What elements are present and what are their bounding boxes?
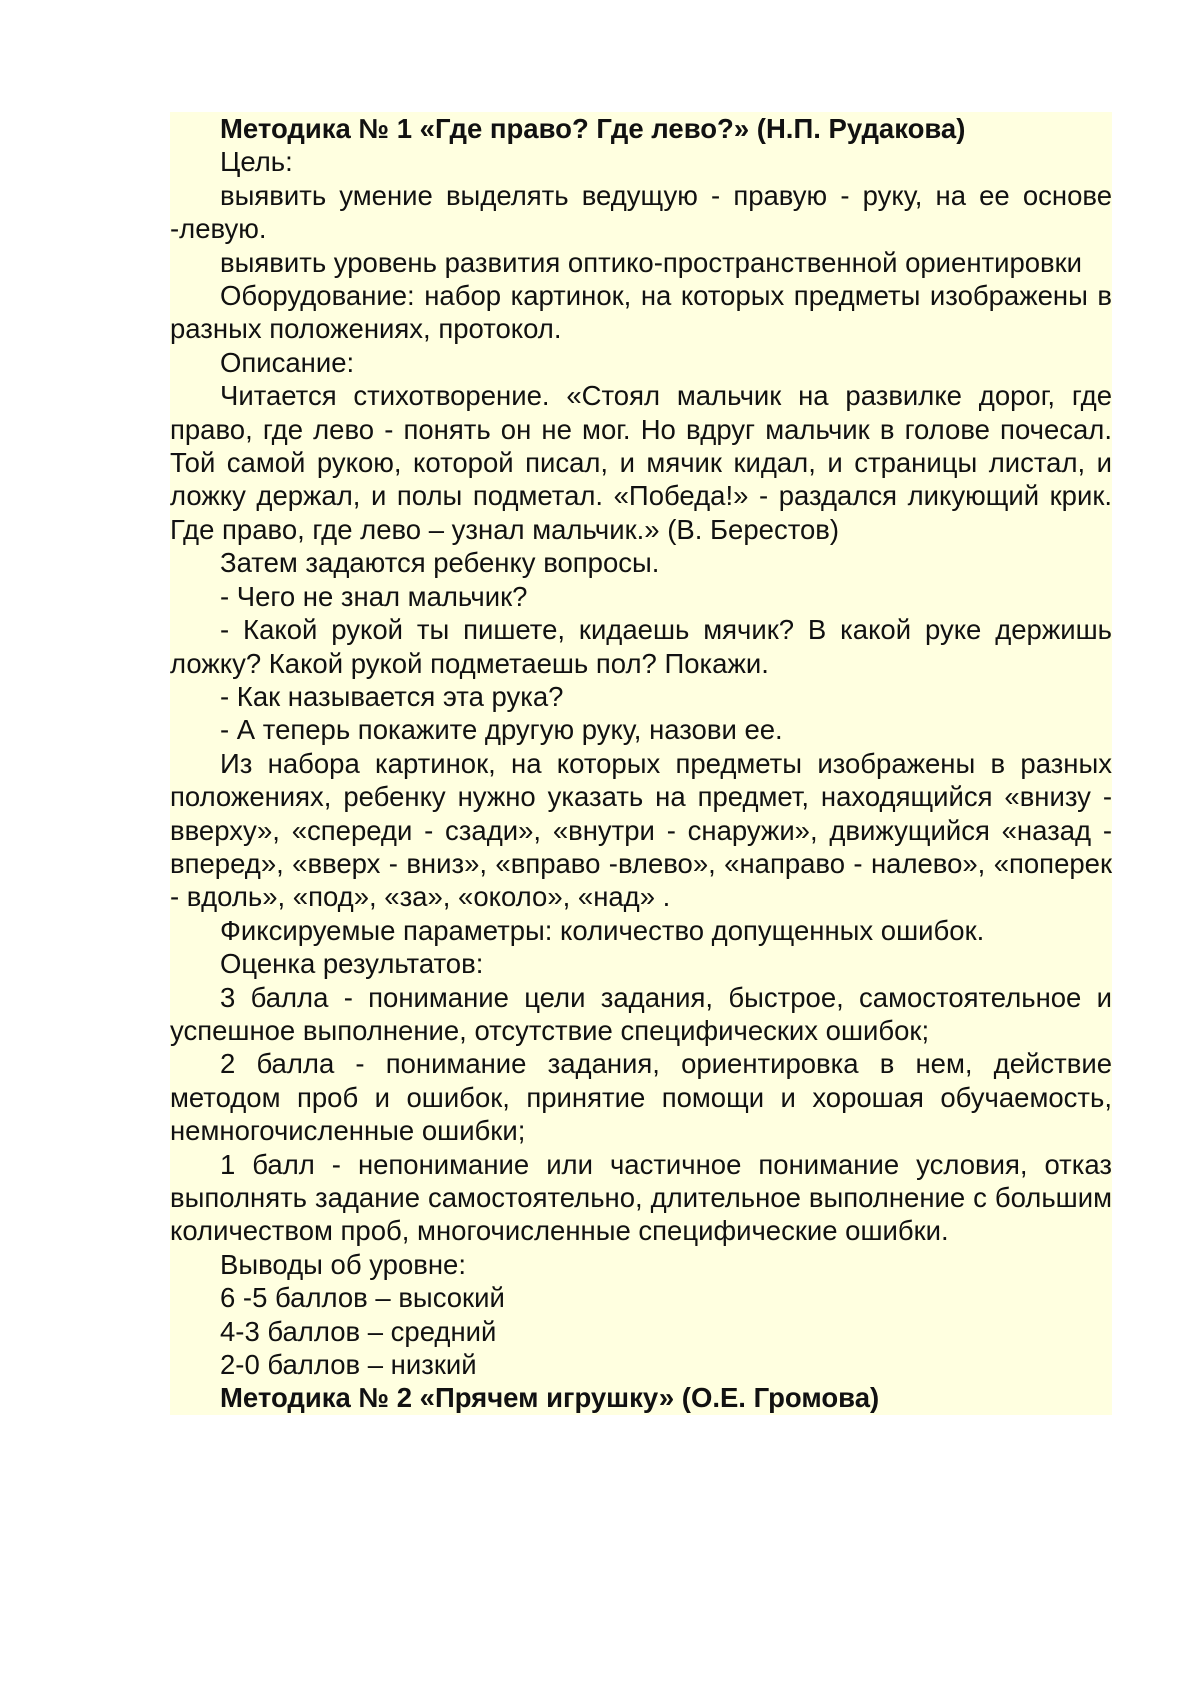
goal-label: Цель: bbox=[220, 146, 293, 178]
question-3: - Как называется эта рука? bbox=[220, 680, 564, 712]
document-body bbox=[170, 112, 1112, 1415]
level-high: 6 -5 баллов – высокий bbox=[220, 1282, 505, 1314]
description-label: Описание: bbox=[220, 346, 355, 378]
equipment-paragraph: Оборудование: набор картинок, на которых предметы изображены в разных положениях, протокол. bbox=[170, 280, 1112, 345]
heading-method-2: Методика № 2 «Прячем игрушку» (О.Е. Громова) bbox=[220, 1382, 880, 1414]
poem-paragraph: Читается стихотворение. «Стоял мальчик на развилке дорог, где право, где лево - понять он не мог. Но вдруг мальчик в голове почесал. Той самой рукою, которой писал, и мячик кидал, и страницы листал, и ложку держал, и полы подметал. «Победа!» - раздался ликующий крик. Где право, где лево – узнал мальчик.» (В. Берестов) bbox=[170, 380, 1112, 545]
pictures-task-paragraph: Из набора картинок, на которых предметы изображены в разных положениях, ребенку нужно указать на предмет, находящийся «внизу - вверху», «спереди - сзади», «внутри - снаружи», движущийся «назад - вперед», «вверх - вниз», «вправо -влево», «направо - налево», «поперек - вдоль», «под», «за», «около», «над» . bbox=[170, 747, 1112, 913]
heading-method-1: Методика № 1 «Где право? Где лево?» (Н.П. Рудакова) bbox=[220, 113, 966, 144]
evaluation-label: Оценка результатов: bbox=[220, 948, 484, 980]
goal-paragraph-2: выявить уровень развития оптико-пространственной ориентировки bbox=[220, 246, 1083, 278]
level-mid: 4-3 баллов – средний bbox=[220, 1315, 497, 1347]
question-2: - Какой рукой ты пишете, кидаешь мячик? В какой руке держишь ложку? Какой рукой подметаешь пол? Покажи. bbox=[170, 614, 1112, 679]
score-1-paragraph: 1 балл - непонимание или частичное понимание условия, отказ выполнять задание самостоятельно, длительное выполнение с большим количеством проб, многочисленные специфические ошибки. bbox=[170, 1148, 1112, 1247]
question-4: - А теперь покажите другую руку, назови ее. bbox=[220, 714, 783, 746]
parameters-paragraph: Фиксируемые параметры: количество допущенных ошибок. bbox=[220, 914, 985, 946]
conclusions-label: Выводы об уровне: bbox=[220, 1248, 466, 1280]
score-3-paragraph: 3 балла - понимание цели задания, быстрое, самостоятельное и успешное выполнение, отсутствие специфических ошибок; bbox=[170, 981, 1112, 1046]
score-2-paragraph: 2 балла - понимание задания, ориентировка в нем, действие методом проб и ошибок, принятие помощи и хорошая обучаемость, немногочисленные ошибки; bbox=[170, 1048, 1112, 1147]
goal-paragraph-1: выявить умение выделять ведущую - правую - руку, на ее основе -левую. bbox=[170, 179, 1112, 245]
level-low: 2-0 баллов – низкий bbox=[220, 1349, 477, 1381]
questions-intro: Затем задаются ребенку вопросы. bbox=[220, 547, 660, 579]
question-1: - Чего не знал мальчик? bbox=[220, 580, 528, 612]
